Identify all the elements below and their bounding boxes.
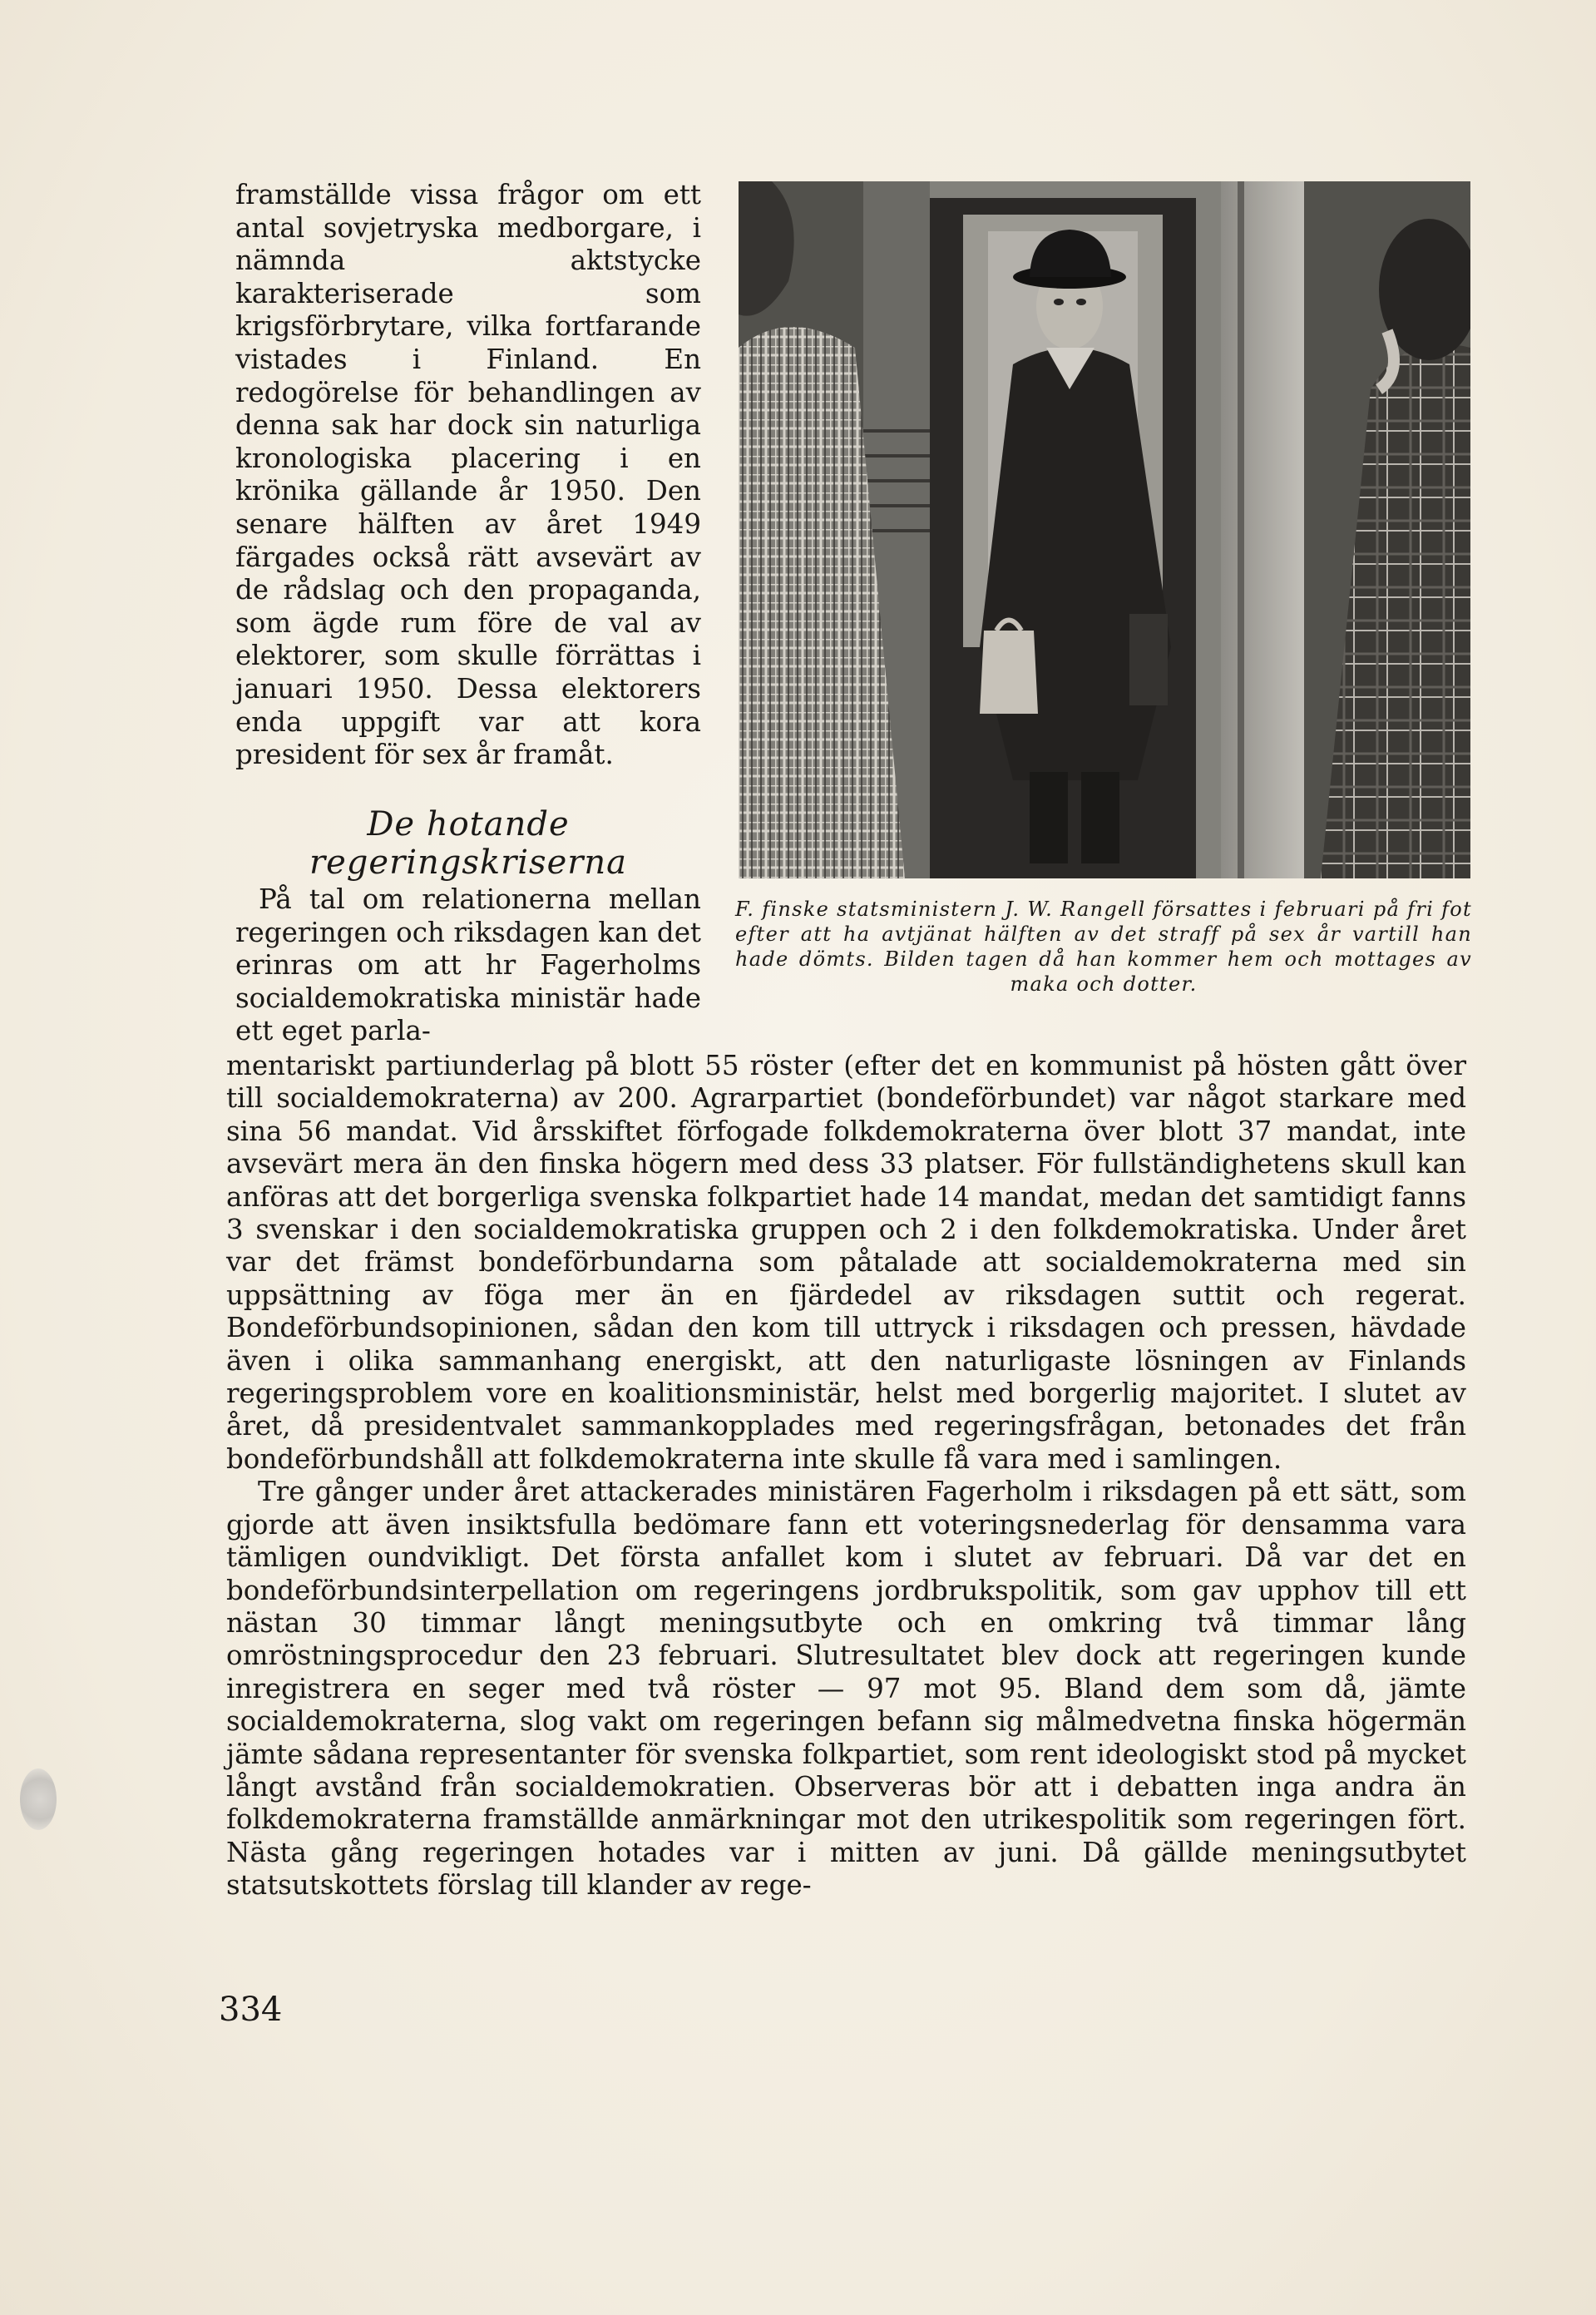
section-paragraph-start: På tal om relationerna mellan regeringen och riksdagen kan det erinras om att hr Fagerholms socialdemokratiska ministär hade ett eget parla-	[235, 883, 701, 1047]
intro-column	[235, 179, 701, 772]
intro-paragraph: framställde vissa frågor om ett antal sovjetryska medborgare, i nämnda aktstycke karakteriserade som krigsförbrytare, vilka fortfarande vistades i Finland. En redogörelse för behandlingen av denna sak har dock sin naturliga kronologiska placering i en krönika gällande år 1950. Den senare hälften av året 1949 färgades också rätt avsevärt av de rådslag och den propaganda, som ägde rum före de val av elektorer, som skulle förrättas i januari 1950. Dessa elektorers enda uppgift var att kora president för sex år framåt.	[235, 179, 701, 771]
section-heading-line-1: De hotande	[367, 805, 570, 843]
binder-hole	[20, 1768, 57, 1830]
section-heading-line-2: regeringskriserna	[309, 843, 627, 882]
section-paragraph-continued: mentariskt partiunderlag på blott 55 röster (efter det en kommunist på hösten gått över till socialdemokraterna) av 200. Agrarpartiet (bondeförbundet) var något starkare med sina 56 mandat. Vid årsskiftet förfogade folkdemokraterna över blott 37 mandat, inte avsevärt mera än den finska högern med dess 33 platser. För fullständighetens skull kan anföras att det borgerliga svenska folkpartiet hade 14 mandat, medan det samtidigt fanns 3 svenskar i den socialdemokratiska gruppen och 2 i den folkdemokratiska. Under året var det främst bondeförbundarna som påtalade att socialdemokraterna med sin uppsättning av föga mer än en fjärdedel av riksdagen suttit och regerat. Bondeförbundsopinionen, sådan den kom till uttryck i riksdagen och pressen, hävdade även i olika sammanhang energiskt, att den naturligaste lösningen av Finlands regeringsproblem vore en koalitionsministär, helst med borgerlig majoritet. I slutet av året, då presidentvalet sammankopplades med regeringsfrågan, betonades det från bondeförbundshåll att folkdemokraterna inte skulle få vara med i samlingen.	[226, 1050, 1466, 1475]
photo-caption: F. finske statsministern J. W. Rangell försattes i februari på fri fot efter att ha avtjänat hälften av det straff på sex år vartill han hade dömts. Bilden tagen då han kommer hem och mottages av maka och dotter.	[735, 898, 1472, 996]
paragraph-attacks: Tre gånger under året attackerades ministären Fagerholm i riksdagen på ett sätt, som gjorde att även insiktsfulla bedömare fann ett voteringsnederlag för densamma vara tämligen oundvikligt. Det första anfallet kom i slutet av februari. Då var det en bondeförbundsinterpellation om regeringens jordbrukspolitik, som gav upphov till ett nästan 30 timmar långt meningsutbyte och en omkring två timmar lång omröstningsprocedur den 23 februari. Slutresultatet blev dock att regeringen kunde inregistrera en seger med två röster — 97 mot 95. Bland dem som då, jämte socialdemokraterna, slog vakt om regeringen befann sig målmedvetna finska högermän jämte sådana representanter för svenska folkpartiet, som rent ideologiskt stod på mycket långt avstånd från socialdemokratien. Observeras bör att i debatten inga andra än folkdemokraterna framställde anmärkningar mot den utrikespolitik som regeringen fört. Nästa gång regeringen hotades var i mitten av juni. Då gällde meningsutbytet statsutskottets förslag till klander av rege-	[226, 1476, 1466, 1902]
main-column	[226, 1050, 1466, 1902]
section-intro-column	[235, 883, 701, 1048]
page-number: 334	[219, 1991, 283, 2029]
photo-illustration	[739, 181, 1470, 878]
section-heading	[235, 805, 701, 882]
photograph-rangell-homecoming	[739, 181, 1470, 878]
